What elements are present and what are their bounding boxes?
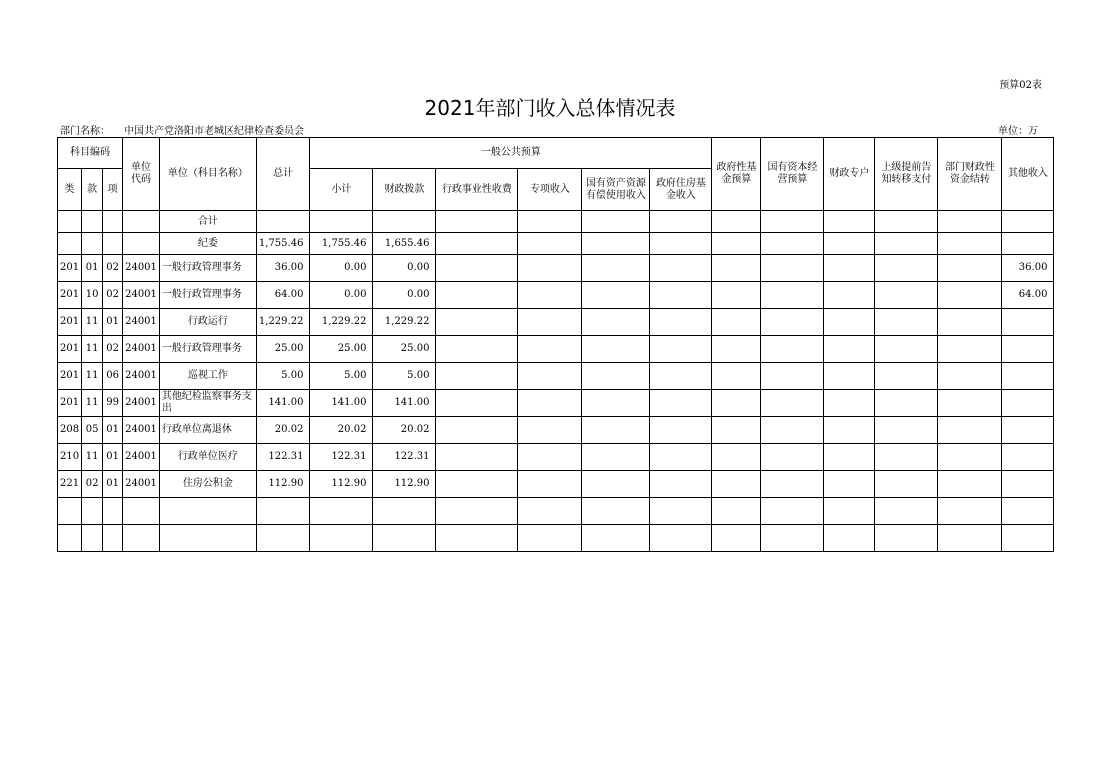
cell-unit-name <box>159 498 256 525</box>
table-row <box>58 471 1054 498</box>
cell-admin-fee <box>436 525 518 552</box>
cell-other <box>1002 525 1054 552</box>
header-special: 专项收入 <box>518 169 582 211</box>
cell-total: 20.02 <box>256 417 310 444</box>
header-subject-code: 科目编码 <box>58 138 123 169</box>
cell-fiscal: 1,229.22 <box>373 309 436 336</box>
table-row <box>58 390 1054 417</box>
cell-housing-fund <box>650 390 712 417</box>
cell-lei: 210 <box>58 444 82 471</box>
cell-xiang <box>103 211 123 233</box>
cell-housing-fund <box>650 211 712 233</box>
table-row <box>58 211 1054 233</box>
cell-fiscal-special <box>824 444 875 471</box>
cell-transfer <box>875 211 938 233</box>
cell-subtotal: 0.00 <box>310 255 373 282</box>
cell-admin-fee <box>436 498 518 525</box>
cell-special <box>518 211 582 233</box>
cell-state-capital <box>761 309 824 336</box>
cell-fiscal: 0.00 <box>373 255 436 282</box>
cell-housing-fund <box>650 471 712 498</box>
cell-admin-fee <box>436 233 518 255</box>
cell-kuan: 11 <box>82 363 103 390</box>
cell-housing-fund <box>650 255 712 282</box>
cell-state-capital <box>761 233 824 255</box>
cell-special <box>518 336 582 363</box>
cell-fiscal-special <box>824 525 875 552</box>
header-unit-name: 单位（科目名称） <box>159 138 256 211</box>
cell-xiang: 01 <box>103 309 123 336</box>
cell-balance <box>938 390 1002 417</box>
cell-state-asset <box>582 211 650 233</box>
cell-xiang <box>103 233 123 255</box>
cell-state-capital <box>761 390 824 417</box>
header-subtotal: 小计 <box>310 169 373 211</box>
cell-fiscal: 1,655.46 <box>373 233 436 255</box>
cell-state-asset <box>582 471 650 498</box>
cell-subtotal: 141.00 <box>310 390 373 417</box>
cell-transfer <box>875 336 938 363</box>
cell-kuan <box>82 525 103 552</box>
cell-lei: 221 <box>58 471 82 498</box>
cell-balance <box>938 498 1002 525</box>
cell-lei: 201 <box>58 390 82 417</box>
header-unit-code: 单位 代码 <box>123 138 160 211</box>
cell-unit-name: 纪委 <box>159 233 256 255</box>
cell-state-capital <box>761 417 824 444</box>
cell-gov-fund <box>712 390 761 417</box>
cell-xiang <box>103 525 123 552</box>
header-transfer: 上级提前告 知转移支付 <box>875 138 938 211</box>
cell-unit-code: 24001 <box>123 255 160 282</box>
cell-special <box>518 417 582 444</box>
cell-gov-fund <box>712 525 761 552</box>
cell-kuan: 11 <box>82 444 103 471</box>
cell-xiang: 06 <box>103 363 123 390</box>
cell-unit-name: 住房公积金 <box>159 471 256 498</box>
cell-admin-fee <box>436 417 518 444</box>
cell-unit-code: 24001 <box>123 363 160 390</box>
cell-state-asset <box>582 309 650 336</box>
cell-unit-name: 行政单位医疗 <box>159 444 256 471</box>
cell-unit-code <box>123 498 160 525</box>
cell-kuan: 01 <box>82 255 103 282</box>
cell-unit-name: 一般行政管理事务 <box>159 255 256 282</box>
cell-state-capital <box>761 282 824 309</box>
cell-other <box>1002 233 1054 255</box>
cell-transfer <box>875 282 938 309</box>
cell-xiang: 02 <box>103 255 123 282</box>
cell-state-asset <box>582 525 650 552</box>
cell-admin-fee <box>436 336 518 363</box>
cell-gov-fund <box>712 233 761 255</box>
cell-fiscal-special <box>824 417 875 444</box>
cell-lei: 201 <box>58 255 82 282</box>
department-name: 中国共产党洛阳市老城区纪律检查委员会 <box>124 126 304 137</box>
cell-unit-code <box>123 211 160 233</box>
cell-gov-fund <box>712 471 761 498</box>
cell-gov-fund <box>712 309 761 336</box>
cell-fiscal-special <box>824 282 875 309</box>
table-row <box>58 309 1054 336</box>
cell-gov-fund <box>712 498 761 525</box>
header-total: 总计 <box>256 138 310 211</box>
cell-housing-fund <box>650 417 712 444</box>
cell-subtotal <box>310 211 373 233</box>
page-title: 2021年部门收入总体情况表 <box>424 96 676 120</box>
cell-subtotal: 5.00 <box>310 363 373 390</box>
cell-kuan: 10 <box>82 282 103 309</box>
cell-state-capital <box>761 525 824 552</box>
cell-unit-name <box>159 525 256 552</box>
cell-total: 25.00 <box>256 336 310 363</box>
cell-housing-fund <box>650 498 712 525</box>
cell-gov-fund <box>712 282 761 309</box>
cell-admin-fee <box>436 255 518 282</box>
cell-other <box>1002 444 1054 471</box>
cell-fiscal: 112.90 <box>373 471 436 498</box>
cell-state-capital <box>761 471 824 498</box>
cell-admin-fee <box>436 309 518 336</box>
cell-total <box>256 498 310 525</box>
department-label: 部门名称： <box>60 126 110 137</box>
cell-special <box>518 233 582 255</box>
cell-unit-name: 合计 <box>159 211 256 233</box>
cell-housing-fund <box>650 363 712 390</box>
cell-other <box>1002 390 1054 417</box>
unit-label: 单位：万 <box>998 126 1038 137</box>
cell-lei <box>58 211 82 233</box>
cell-subtotal: 122.31 <box>310 444 373 471</box>
cell-subtotal: 1,229.22 <box>310 309 373 336</box>
cell-fiscal-special <box>824 471 875 498</box>
cell-unit-code <box>123 525 160 552</box>
cell-state-asset <box>582 444 650 471</box>
cell-fiscal-special <box>824 255 875 282</box>
cell-admin-fee <box>436 363 518 390</box>
cell-total: 64.00 <box>256 282 310 309</box>
cell-other <box>1002 417 1054 444</box>
cell-balance <box>938 417 1002 444</box>
cell-total: 1,755.46 <box>256 233 310 255</box>
cell-fiscal-special <box>824 390 875 417</box>
cell-special <box>518 309 582 336</box>
cell-fiscal-special <box>824 233 875 255</box>
cell-xiang: 02 <box>103 336 123 363</box>
cell-other <box>1002 211 1054 233</box>
cell-balance <box>938 309 1002 336</box>
cell-lei: 201 <box>58 336 82 363</box>
cell-admin-fee <box>436 211 518 233</box>
cell-subtotal: 112.90 <box>310 471 373 498</box>
cell-housing-fund <box>650 336 712 363</box>
cell-transfer <box>875 309 938 336</box>
cell-housing-fund <box>650 444 712 471</box>
cell-fiscal-special <box>824 363 875 390</box>
cell-special <box>518 363 582 390</box>
cell-fiscal-special <box>824 309 875 336</box>
cell-subtotal: 20.02 <box>310 417 373 444</box>
cell-subtotal <box>310 498 373 525</box>
table-row <box>58 233 1054 255</box>
header-balance: 部门财政性 资金结转 <box>938 138 1002 211</box>
cell-fiscal: 25.00 <box>373 336 436 363</box>
cell-unit-code: 24001 <box>123 444 160 471</box>
cell-fiscal <box>373 525 436 552</box>
cell-subtotal: 0.00 <box>310 282 373 309</box>
header-admin-fee: 行政事业性收费 <box>436 169 518 211</box>
cell-lei: 208 <box>58 417 82 444</box>
cell-state-asset <box>582 417 650 444</box>
cell-total: 5.00 <box>256 363 310 390</box>
cell-lei <box>58 525 82 552</box>
table-row <box>58 525 1054 552</box>
cell-unit-code: 24001 <box>123 390 160 417</box>
cell-fiscal: 141.00 <box>373 390 436 417</box>
cell-other: 36.00 <box>1002 255 1054 282</box>
cell-transfer <box>875 525 938 552</box>
cell-state-asset <box>582 282 650 309</box>
cell-special <box>518 255 582 282</box>
cell-state-asset <box>582 390 650 417</box>
cell-other: 64.00 <box>1002 282 1054 309</box>
cell-kuan <box>82 211 103 233</box>
cell-fiscal-special <box>824 211 875 233</box>
table-row <box>58 363 1054 390</box>
cell-other <box>1002 498 1054 525</box>
cell-unit-code: 24001 <box>123 282 160 309</box>
header-state-asset: 国有资产资源 有偿使用收入 <box>582 169 650 211</box>
cell-unit-name: 巡视工作 <box>159 363 256 390</box>
cell-subtotal <box>310 525 373 552</box>
cell-xiang: 01 <box>103 444 123 471</box>
cell-unit-name: 行政运行 <box>159 309 256 336</box>
cell-unit-name: 一般行政管理事务 <box>159 336 256 363</box>
cell-xiang: 01 <box>103 471 123 498</box>
table-row <box>58 444 1054 471</box>
cell-transfer <box>875 471 938 498</box>
cell-special <box>518 444 582 471</box>
cell-other <box>1002 471 1054 498</box>
cell-gov-fund <box>712 363 761 390</box>
table-row <box>58 498 1054 525</box>
cell-admin-fee <box>436 390 518 417</box>
header-general-budget: 一般公共预算 <box>310 138 712 169</box>
cell-special <box>518 498 582 525</box>
cell-transfer <box>875 363 938 390</box>
cell-state-capital <box>761 498 824 525</box>
cell-special <box>518 525 582 552</box>
cell-fiscal: 5.00 <box>373 363 436 390</box>
cell-lei <box>58 498 82 525</box>
cell-subtotal: 25.00 <box>310 336 373 363</box>
cell-kuan <box>82 233 103 255</box>
cell-subtotal: 1,755.46 <box>310 233 373 255</box>
table-row <box>58 417 1054 444</box>
cell-fiscal <box>373 211 436 233</box>
cell-housing-fund <box>650 282 712 309</box>
cell-unit-code: 24001 <box>123 417 160 444</box>
cell-total: 1,229.22 <box>256 309 310 336</box>
cell-total: 112.90 <box>256 471 310 498</box>
cell-state-capital <box>761 363 824 390</box>
cell-fiscal: 0.00 <box>373 282 436 309</box>
cell-xiang: 99 <box>103 390 123 417</box>
cell-special <box>518 390 582 417</box>
cell-admin-fee <box>436 444 518 471</box>
header-fiscal: 财政拨款 <box>373 169 436 211</box>
cell-unit-name: 行政单位离退休 <box>159 417 256 444</box>
cell-state-asset <box>582 255 650 282</box>
cell-total <box>256 525 310 552</box>
cell-special <box>518 471 582 498</box>
header-xiang: 项 <box>103 169 123 211</box>
cell-state-capital <box>761 444 824 471</box>
table-row <box>58 255 1054 282</box>
cell-state-asset <box>582 233 650 255</box>
cell-state-capital <box>761 255 824 282</box>
cell-xiang <box>103 498 123 525</box>
form-id: 预算02表 <box>999 80 1042 91</box>
cell-kuan <box>82 498 103 525</box>
cell-admin-fee <box>436 282 518 309</box>
cell-balance <box>938 525 1002 552</box>
header-gov-fund: 政府性基 金预算 <box>712 138 761 211</box>
cell-state-capital <box>761 336 824 363</box>
cell-unit-code <box>123 233 160 255</box>
cell-total: 36.00 <box>256 255 310 282</box>
header-state-capital: 国有资本经 营预算 <box>761 138 824 211</box>
cell-unit-code: 24001 <box>123 471 160 498</box>
cell-transfer <box>875 233 938 255</box>
cell-kuan: 02 <box>82 471 103 498</box>
table-row <box>58 282 1054 309</box>
cell-admin-fee <box>436 471 518 498</box>
cell-state-asset <box>582 498 650 525</box>
cell-kuan: 11 <box>82 336 103 363</box>
cell-unit-code: 24001 <box>123 309 160 336</box>
cell-gov-fund <box>712 336 761 363</box>
cell-kuan: 05 <box>82 417 103 444</box>
header-fiscal-special: 财政专户 <box>824 138 875 211</box>
cell-xiang: 02 <box>103 282 123 309</box>
cell-state-asset <box>582 336 650 363</box>
cell-housing-fund <box>650 525 712 552</box>
cell-kuan: 11 <box>82 309 103 336</box>
cell-unit-name: 一般行政管理事务 <box>159 282 256 309</box>
cell-housing-fund <box>650 309 712 336</box>
cell-xiang: 01 <box>103 417 123 444</box>
cell-other <box>1002 309 1054 336</box>
cell-unit-code: 24001 <box>123 336 160 363</box>
cell-gov-fund <box>712 417 761 444</box>
cell-kuan: 11 <box>82 390 103 417</box>
cell-balance <box>938 444 1002 471</box>
cell-transfer <box>875 444 938 471</box>
cell-transfer <box>875 417 938 444</box>
cell-gov-fund <box>712 255 761 282</box>
cell-transfer <box>875 390 938 417</box>
cell-lei: 201 <box>58 282 82 309</box>
cell-gov-fund <box>712 444 761 471</box>
cell-gov-fund <box>712 211 761 233</box>
cell-balance <box>938 211 1002 233</box>
cell-state-capital <box>761 211 824 233</box>
cell-balance <box>938 255 1002 282</box>
cell-unit-name: 其他纪检监察事务支出 <box>159 390 256 417</box>
cell-fiscal: 122.31 <box>373 444 436 471</box>
cell-fiscal-special <box>824 336 875 363</box>
cell-transfer <box>875 498 938 525</box>
cell-special <box>518 282 582 309</box>
header-kuan: 款 <box>82 169 103 211</box>
cell-balance <box>938 363 1002 390</box>
cell-lei: 201 <box>58 309 82 336</box>
cell-balance <box>938 282 1002 309</box>
cell-fiscal: 20.02 <box>373 417 436 444</box>
cell-transfer <box>875 255 938 282</box>
table-row <box>58 336 1054 363</box>
cell-lei: 201 <box>58 363 82 390</box>
cell-state-asset <box>582 363 650 390</box>
income-table <box>57 137 1054 552</box>
cell-housing-fund <box>650 233 712 255</box>
cell-balance <box>938 471 1002 498</box>
header-other: 其他收入 <box>1002 138 1054 211</box>
cell-other <box>1002 336 1054 363</box>
cell-total: 122.31 <box>256 444 310 471</box>
cell-lei <box>58 233 82 255</box>
department-line <box>60 122 318 137</box>
cell-total <box>256 211 310 233</box>
header-housing-fund: 政府住房基 金收入 <box>650 169 712 211</box>
header-lei: 类 <box>58 169 82 211</box>
cell-balance <box>938 233 1002 255</box>
cell-other <box>1002 363 1054 390</box>
cell-total: 141.00 <box>256 390 310 417</box>
cell-balance <box>938 336 1002 363</box>
cell-fiscal <box>373 498 436 525</box>
cell-fiscal-special <box>824 498 875 525</box>
